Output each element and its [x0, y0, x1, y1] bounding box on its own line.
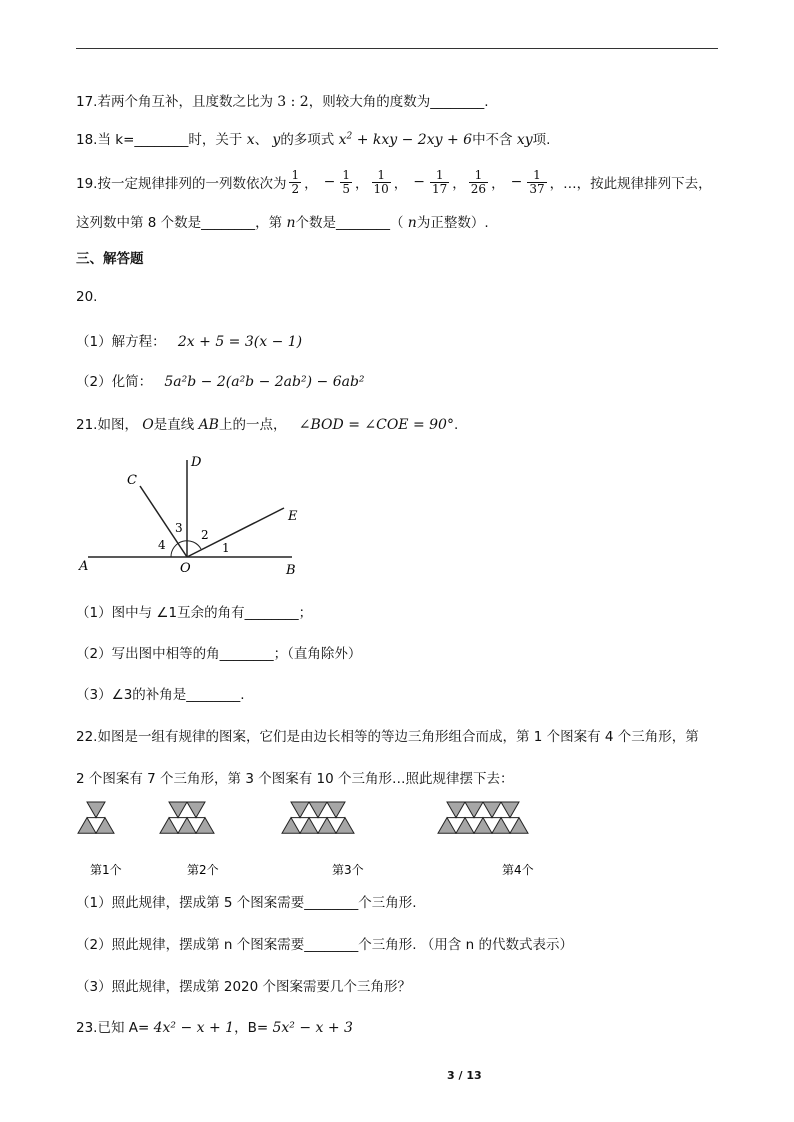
q19-fraction — [430, 169, 449, 196]
question-18 — [76, 128, 550, 148]
label-angle-2: 2 — [201, 528, 209, 542]
pattern-top-triangle — [483, 802, 501, 818]
q21-ab: AB — [198, 417, 219, 433]
pattern-top-triangle — [87, 802, 105, 818]
q20-part2 — [76, 370, 365, 390]
q18-mid2: 中不含 — [472, 132, 513, 148]
q19-sign: − — [323, 174, 336, 190]
q19-fraction-list — [286, 169, 549, 196]
q19-prefix: 19.按一定规律排列的一列数依次为 — [76, 176, 287, 192]
caption-3: 第3个 — [332, 863, 364, 877]
fraction-denominator: 10 — [373, 181, 389, 196]
q19-n: n — [286, 215, 296, 231]
pattern-top-triangle — [465, 802, 483, 818]
q21-part3: （3）∠3的补角是________. — [76, 687, 245, 703]
q18-var-y: y — [272, 132, 281, 148]
pattern-bottom-triangle — [96, 818, 114, 834]
q19-suffix: ，…，按此规律排列下去， — [549, 176, 712, 192]
caption-4: 第4个 — [502, 863, 534, 877]
q19-comma: ， — [491, 176, 505, 192]
header-rule — [76, 48, 718, 49]
pattern-group — [78, 802, 528, 833]
question-17 — [76, 90, 489, 110]
fraction-denominator: 5 — [342, 181, 350, 196]
fraction-denominator: 17 — [432, 181, 448, 196]
q19-comma: ， — [393, 176, 408, 192]
q21-prefix: 21.如图， — [76, 417, 138, 433]
q19-n2: n — [407, 215, 417, 231]
fraction-denominator: 26 — [470, 181, 487, 196]
label-angle-1: 1 — [222, 541, 230, 555]
label-e: E — [288, 509, 298, 524]
label-angle-3: 3 — [175, 521, 183, 535]
pattern-bottom-triangle — [78, 818, 96, 834]
pattern-bottom-triangle — [178, 818, 196, 834]
fraction-numerator: 1 — [430, 169, 449, 183]
pattern-top-triangle — [309, 802, 327, 818]
label-c: C — [127, 473, 137, 488]
pattern-bottom-triangle — [336, 818, 354, 834]
q19-line2-c: 为正整数）. — [416, 215, 489, 231]
label-a: A — [79, 559, 89, 574]
pattern-bottom-triangle — [196, 818, 214, 834]
pattern-bottom-triangle — [318, 818, 336, 834]
q19-fraction — [527, 169, 546, 196]
label-o: O — [180, 561, 191, 576]
q22-part3: （3）照此规律，摆成第 2020 个图案需要几个三角形？ — [76, 979, 412, 995]
q19-fraction — [372, 169, 391, 196]
page-number: 3 / 13 — [447, 1069, 482, 1082]
q21-mid2: 上的一点， — [218, 417, 287, 433]
section-title: 三、解答题 — [76, 251, 144, 267]
q18-end: 项. — [532, 132, 551, 148]
q18-var-x: x — [246, 132, 255, 148]
q21-part2: （2）写出图中相等的角________；（直角除外） — [76, 646, 362, 662]
q21-o: O — [142, 417, 154, 433]
q23-prefix: 23.已知 A= — [76, 1020, 150, 1036]
q19-line2-a: 这列数中第 8 个数是________，第 — [76, 215, 283, 231]
q18-poly-base: x — [338, 132, 347, 148]
label-b: B — [286, 563, 296, 578]
q17-suffix: ，则较大角的度数为________. — [308, 94, 489, 110]
label-d: D — [191, 455, 202, 470]
q18-term: xy — [516, 132, 533, 148]
q19-comma: ， — [355, 176, 369, 192]
fraction-numerator: 1 — [527, 169, 546, 183]
label-angle-4: 4 — [158, 538, 166, 552]
q22-part1: （1）照此规律，摆成第 5 个图案需要________个三角形. — [76, 895, 417, 911]
fraction-numerator: 1 — [372, 169, 391, 183]
q18-poly — [339, 132, 472, 148]
q17-ratio: 3 : 2 — [277, 94, 309, 110]
pattern-top-triangle — [291, 802, 309, 818]
q21-part1: （1）图中与 ∠1互余的角有________； — [76, 605, 313, 621]
q20-p2-label: （2）化简： — [76, 374, 153, 390]
pattern-bottom-triangle — [456, 818, 474, 834]
question-21 — [76, 413, 458, 433]
pattern-bottom-triangle — [438, 818, 456, 834]
question-19-line1 — [76, 164, 712, 200]
q20-part1 — [76, 330, 302, 350]
pattern-top-triangle — [447, 802, 465, 818]
caption-2: 第2个 — [187, 863, 219, 877]
q19-comma: ， — [304, 176, 318, 192]
pattern-top-triangle — [187, 802, 205, 818]
pattern-bottom-triangle — [282, 818, 300, 834]
pattern-top-triangle — [501, 802, 519, 818]
q20-p2-expr: 5a²b − 2(a²b − 2ab²) − 6ab² — [164, 374, 365, 390]
pattern-bottom-triangle — [492, 818, 510, 834]
fraction-denominator: 37 — [529, 181, 545, 196]
q20-p1-label: （1）解方程： — [76, 334, 166, 350]
fraction-denominator: 2 — [291, 181, 300, 196]
pattern-bottom-triangle — [160, 818, 178, 834]
q23-mid: ，B= — [234, 1020, 269, 1036]
q23-b-expr: 5x² − x + 3 — [272, 1020, 353, 1036]
q19-fraction — [340, 169, 352, 196]
pattern-bottom-triangle — [474, 818, 492, 834]
q18-prefix: 18.当 k=________时，关于 — [76, 132, 243, 148]
q19-sign: − — [413, 174, 426, 190]
q19-sign: − — [510, 174, 523, 190]
q20-number: 20. — [76, 289, 98, 305]
q19-fraction — [469, 169, 488, 196]
triangle-patterns — [76, 796, 616, 886]
pattern-bottom-triangle — [510, 818, 528, 834]
q18-poly-rest: + kxy − 2xy + 6 — [356, 132, 473, 148]
q22-line1: 22.如图是一组有规律的图案，它们是由边长相等的等边三角形组合而成，第 1 个图案有 4 个三角形，第 — [76, 729, 699, 745]
pattern-top-triangle — [327, 802, 345, 818]
q20-p1-expr: 2x + 5 = 3(x − 1) — [177, 334, 303, 350]
q18-mid: 的多项式 — [280, 132, 335, 148]
q21-condition: ∠BOD = ∠COE = 90° — [298, 417, 454, 433]
fraction-numerator: 1 — [342, 167, 350, 182]
q17-prefix: 17.若两个角互补，且度数之比为 — [76, 94, 273, 110]
q19-comma: ， — [452, 176, 466, 192]
q22-part2: （2）照此规律，摆成第 n 个图案需要________个三角形. （用含 n 的代数式表示） — [76, 937, 573, 953]
pattern-bottom-triangle — [300, 818, 318, 834]
pattern-top-triangle — [169, 802, 187, 818]
q22-line2: 2 个图案有 7 个三角形，第 3 个图案有 10 个三角形…照此规律摆下去： — [76, 771, 514, 787]
q18-poly-sup: 2 — [346, 131, 353, 142]
q18-sep: 、 — [254, 132, 269, 148]
angle-figure — [76, 448, 316, 578]
fraction-numerator: 1 — [469, 169, 488, 183]
question-19-line2 — [76, 211, 489, 231]
question-23 — [76, 1016, 353, 1036]
q19-line2-b: 个数是________（ — [295, 215, 404, 231]
fraction-numerator: 1 — [291, 167, 300, 182]
q21-end: . — [453, 417, 459, 433]
caption-1: 第1个 — [90, 863, 122, 877]
q19-fraction — [289, 169, 301, 196]
q21-mid: 是直线 — [153, 417, 195, 433]
q23-a-expr: 4x² − x + 1 — [153, 1020, 235, 1036]
